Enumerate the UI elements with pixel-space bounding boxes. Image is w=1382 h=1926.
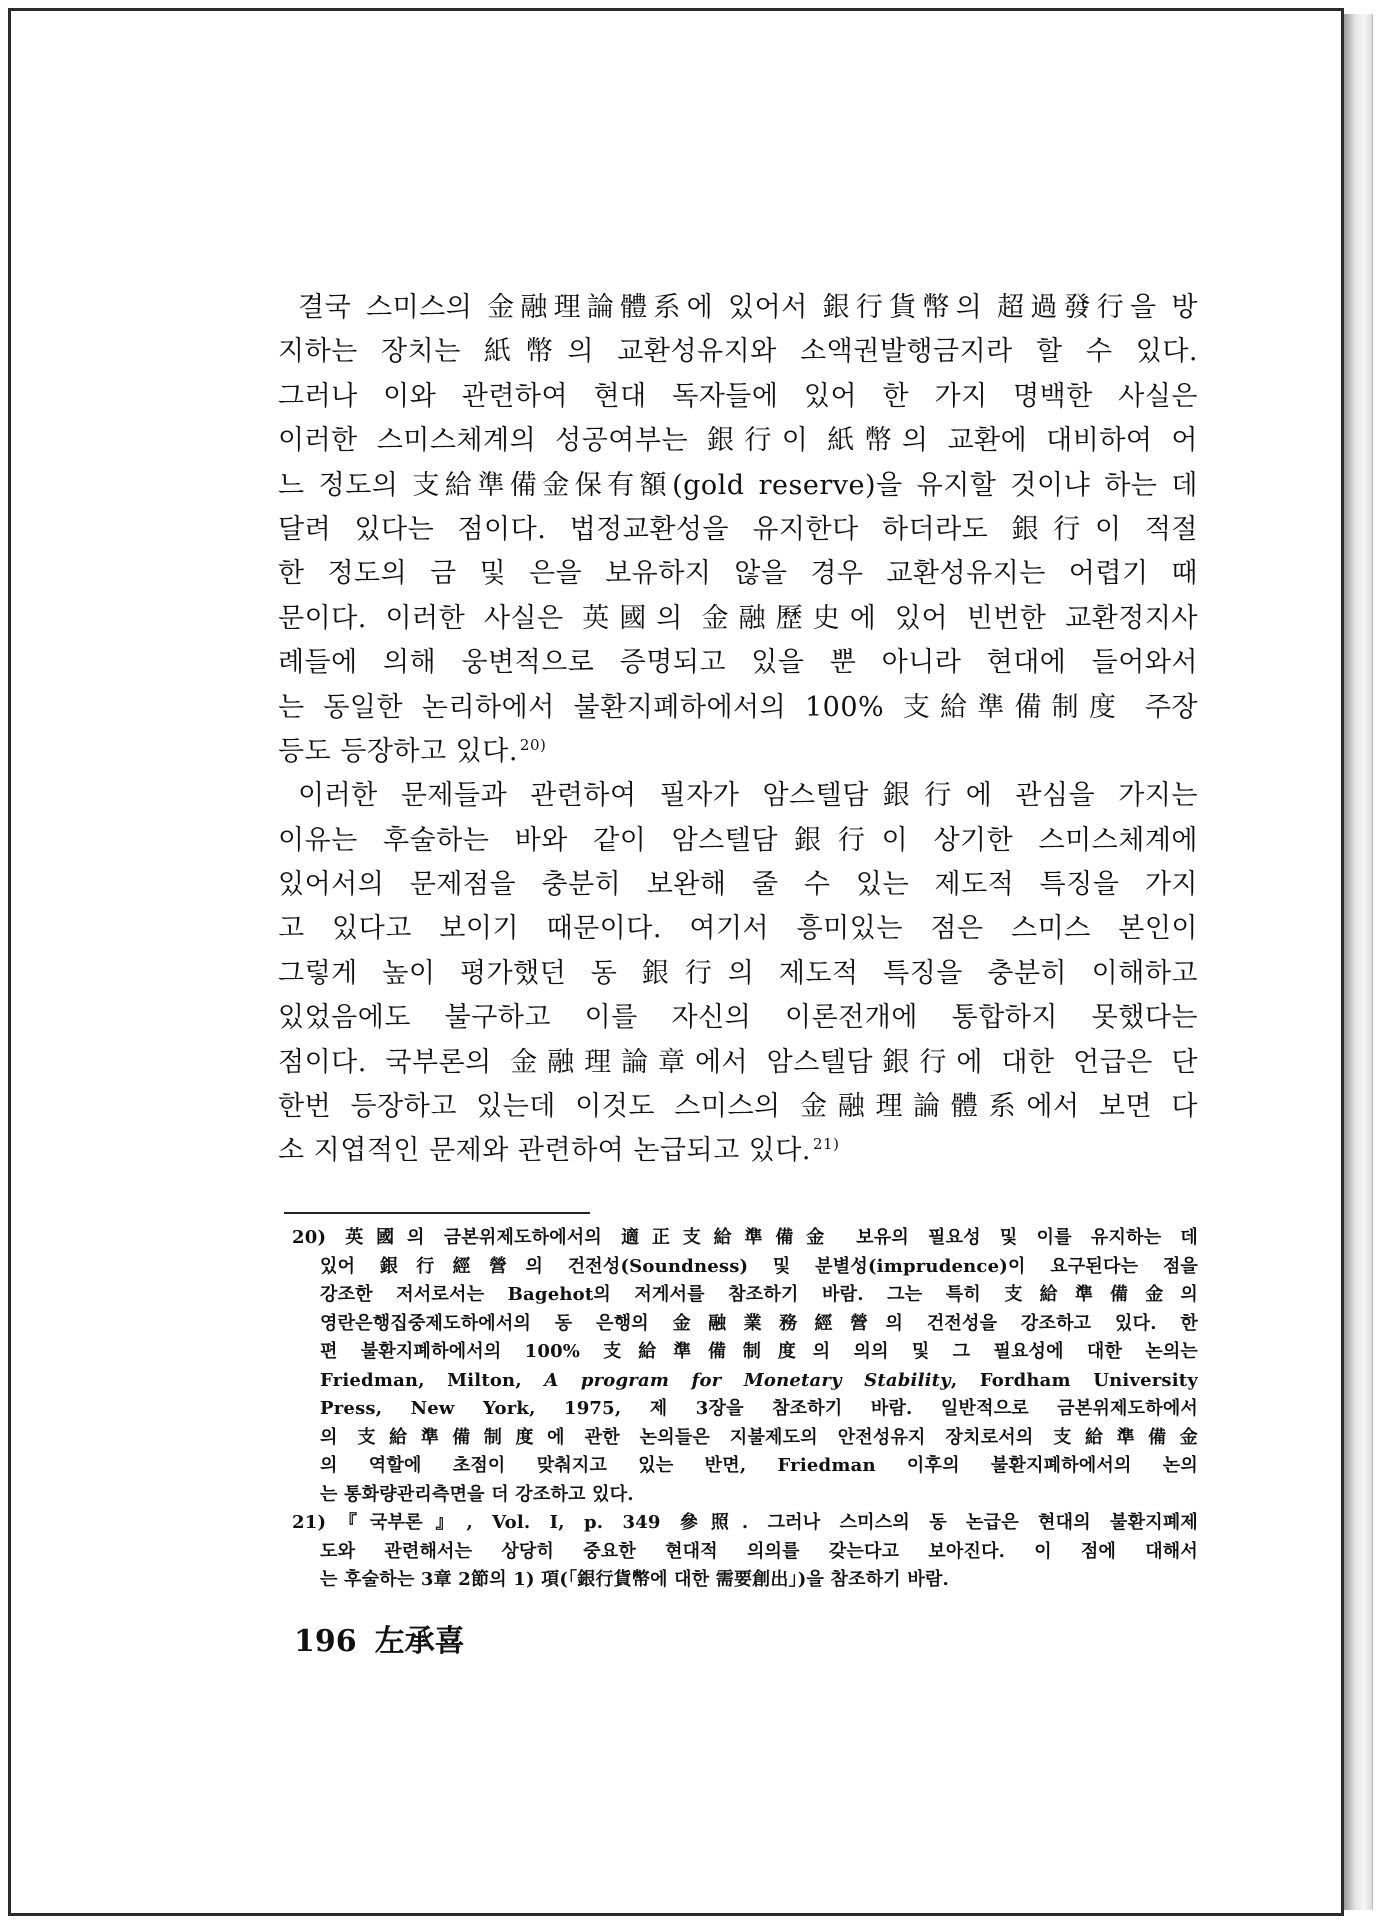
body-line: 한번 등장하고 있는데 이것도 스미스의 金融理論體系에서 보면 다 bbox=[278, 1091, 1198, 1123]
body-line: 느 정도의 支給準備金保有額(gold reserve)을 유지할 것이냐 하는 데 bbox=[278, 469, 1198, 501]
footnote-20-line-with-italic bbox=[292, 1367, 1198, 1396]
body-line: 이러한 스미스체계의 성공여부는 銀行이 紙幣의 교환에 대비하여 어 bbox=[278, 425, 1198, 457]
footnote-20-line: 있어 銀行經營의 건전성(Soundness) 및 분별성(imprudence)이 요구된다는 점을 bbox=[320, 1255, 1198, 1277]
footnote-text: , Fordham University bbox=[950, 1369, 1198, 1391]
footnote-rule bbox=[284, 1212, 590, 1214]
footnote-20-line: 영란은행집중제도하에서의 동 은행의 金融業務經營의 건전성을 강조하고 있다. 한 bbox=[320, 1312, 1198, 1334]
body-line: 는 동일한 논리하에서 불환지폐하에서의 100% 支給準備制度 주장 bbox=[278, 691, 1198, 723]
body-line: 점이다. 국부론의 金融理論章에서 암스텔담銀行에 대한 언급은 단 bbox=[278, 1046, 1198, 1078]
running-author: 左承喜 bbox=[374, 1624, 465, 1659]
book-title: A program for Monetary Stability bbox=[544, 1369, 951, 1391]
footnote-20-line: 20) 英國의 금본위제도하에서의 適正支給準備金 보유의 필요성 및 이를 유지하는 데 bbox=[292, 1227, 1198, 1248]
body-line: 이러한 문제들과 관련하여 필자가 암스텔담銀行에 관심을 가지는 bbox=[298, 780, 1198, 812]
footnote-ref-21: 21) bbox=[812, 1135, 840, 1154]
body-line-with-ref bbox=[278, 730, 1198, 774]
page-number: 196 bbox=[294, 1624, 357, 1659]
footnote-text: Friedman, Milton, bbox=[320, 1369, 545, 1391]
page-edge bbox=[1344, 14, 1373, 1910]
page-folio bbox=[294, 1616, 483, 1660]
body-line: 이유는 후술하는 바와 같이 암스텔담銀行이 상기한 스미스체계에 bbox=[278, 824, 1198, 856]
footnotes bbox=[292, 1224, 1198, 1595]
body-line: 달려 있다는 점이다. 법정교환성을 유지한다 하더라도 銀行이 적절 bbox=[278, 513, 1198, 545]
body-line: 문이다. 이러한 사실은 英國의 金融歷史에 있어 빈번한 교환정지사 bbox=[278, 602, 1198, 634]
footnote-20-line: Press, New York, 1975, 제 3장을 참조하기 바람. 일반적으로 금본위제도하에서 bbox=[320, 1398, 1198, 1419]
body-line-with-ref bbox=[278, 1129, 1198, 1173]
footnote-20-line: 의 역할에 초점이 맞춰지고 있는 반면, Friedman 이후의 불환지폐하에서의 논의 bbox=[320, 1455, 1198, 1476]
body-line: 결국 스미스의 金融理論體系에 있어서 銀行貨幣의 超過發行을 방 bbox=[298, 292, 1198, 323]
footnote-ref-20: 20) bbox=[519, 735, 547, 754]
body-line-text: 등도 등장하고 있다. bbox=[278, 735, 518, 767]
body-line: 그렇게 높이 평가했던 동 銀行의 제도적 특징을 충분히 이해하고 bbox=[278, 957, 1198, 989]
body-line: 한 정도의 금 및 은을 보유하지 않을 경우 교환성유지는 어렵기 때 bbox=[278, 558, 1198, 590]
body-line: 그러나 이와 관련하여 현대 독자들에 있어 한 가지 명백한 사실은 bbox=[278, 380, 1198, 412]
footnote-21-line: 도와 관련해서는 상당히 중요한 현대적 의의를 갖는다고 보아진다. 이 점에 대해서 bbox=[320, 1540, 1198, 1562]
footnote-20-line: 강조한 저서로서는 Bagehot의 저게서를 참조하기 바람. 그는 특히 支給準備金의 bbox=[320, 1284, 1198, 1305]
body-text bbox=[278, 286, 1198, 1174]
footnote-20-line: 의 支給準備制度에 관한 논의들은 지불제도의 안전성유지 장치로서의 支給準備金 bbox=[320, 1426, 1198, 1448]
footnote-21-line: 는 후술하는 3章 2節의 1) 項(「銀行貨幣에 대한 需要創出」)을 참조하기 바람. bbox=[320, 1569, 949, 1590]
footnote-20-line: 는 통화량관리측면을 더 강조하고 있다. bbox=[320, 1483, 634, 1505]
footnote-21-line: 21)『국부론』, Vol. I, p. 349 參照. 그러나 스미스의 동 논급은 현대의 불환지폐제 bbox=[292, 1512, 1198, 1533]
body-line: 있었음에도 불구하고 이를 자신의 이론전개에 통합하지 못했다는 bbox=[278, 1002, 1198, 1034]
footnote-20-line: 편 불환지폐하에서의 100% 支給準備制度의 의의 및 그 필요성에 대한 논의는 bbox=[320, 1341, 1198, 1362]
body-line: 지하는 장치는 紙幣의 교환성유지와 소액권발행금지라 할 수 있다. bbox=[278, 336, 1198, 368]
body-line: 있어서의 문제점을 충분히 보완해 줄 수 있는 제도적 특징을 가지 bbox=[278, 869, 1198, 901]
body-line: 고 있다고 보이기 때문이다. 여기서 흥미있는 점은 스미스 본인이 bbox=[278, 913, 1198, 945]
body-line: 례들에 의해 웅변적으로 증명되고 있을 뿐 아니라 현대에 들어와서 bbox=[278, 647, 1198, 679]
body-line-text: 소 지엽적인 문제와 관련하여 논급되고 있다. bbox=[278, 1135, 811, 1167]
